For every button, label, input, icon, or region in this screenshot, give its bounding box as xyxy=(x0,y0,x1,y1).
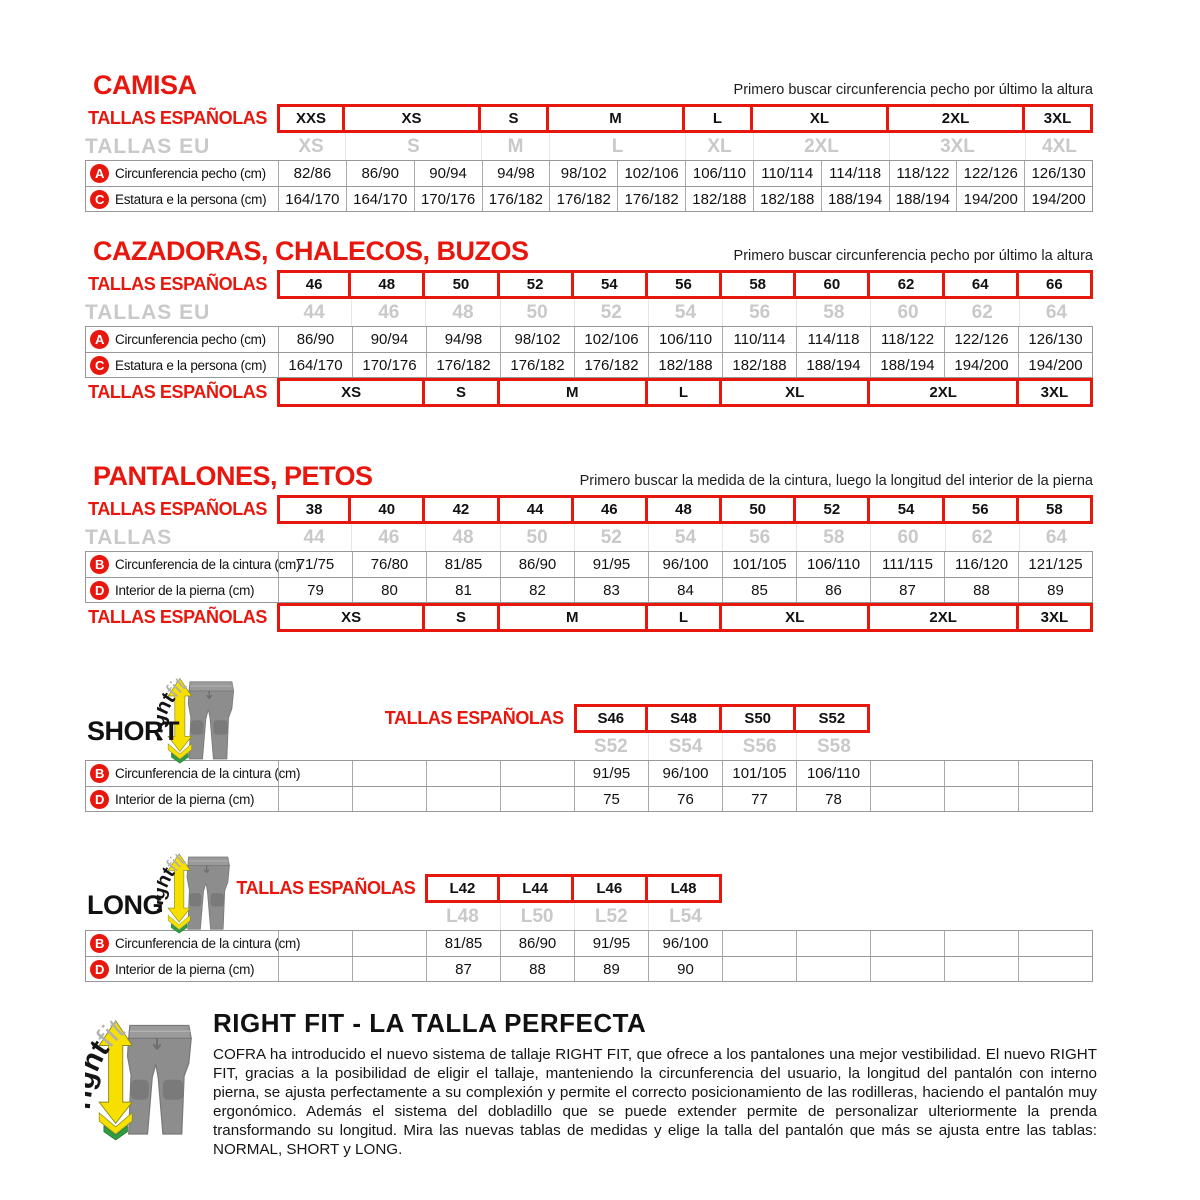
cazadoras-eu-row xyxy=(85,299,1093,326)
measure-cell: 188/194 xyxy=(870,353,944,377)
measure-cell xyxy=(278,931,352,956)
size-header-cell: L xyxy=(685,104,753,133)
measure-cell: 90 xyxy=(648,957,722,981)
size-header-cell: S48 xyxy=(648,704,722,733)
measure-cell: 71/75 xyxy=(278,552,352,577)
size-header-cell: 58 xyxy=(722,270,796,299)
eu-size-cell: 4XL xyxy=(1025,133,1093,160)
letter-d-badge: D xyxy=(90,790,109,809)
estatura-label: Estatura e la persona (cm) xyxy=(115,357,267,373)
measure-cell xyxy=(1018,787,1092,811)
eu-size-cell: 44 xyxy=(303,526,325,548)
letter-size-cell: 2XL xyxy=(870,603,1018,632)
rightfit-body: COFRA ha introducido el nuevo sistema de tallaje RIGHT FIT, que ofrece a los pantalones una mejor vestibilidad. El nuevo RIGHT FIT, gracias a la posibilidad de eligir el tallaje, manteniendo la circunferencia del usuario, la longitud del pantalón con interno pierna, se ajusta perfectamente a su complexión y permite el correcto posicionamiento de las rodilleras, haciendo el pantalón muy ergonómico. Además el sistema del dobladillo que se puede extender permite de personalizar ulteriormente la prenda transformando su longitud. Mira las nuevas tablas de medidas y elige la talla del pantalón que más se ajusta entre las tablas: NORMAL, SHORT y LONG. xyxy=(213,1046,1097,1158)
measure-label-d xyxy=(86,578,278,602)
letter-size-cell: 3XL xyxy=(1019,378,1093,407)
short-label: SHORT xyxy=(87,716,179,746)
measure-label-b xyxy=(86,761,301,786)
eu-size-cell: L54 xyxy=(648,903,722,930)
eu-size-cell: S56 xyxy=(722,733,796,760)
measure-cell xyxy=(352,931,426,956)
letter-size-cell: XS xyxy=(277,378,425,407)
measure-cell: 111/115 xyxy=(870,552,944,577)
eu-size-cell: 54 xyxy=(648,299,722,326)
measure-cell: 110/114 xyxy=(753,161,821,186)
size-header-cell: S50 xyxy=(722,704,796,733)
camisa-header xyxy=(85,70,1093,101)
letter-size-cell: S xyxy=(425,603,499,632)
measure-cell: 91/95 xyxy=(574,552,648,577)
eu-size-cell: 52 xyxy=(574,524,648,551)
eu-size-cell: 60 xyxy=(870,299,944,326)
measure-cell: 176/182 xyxy=(574,353,648,377)
size-header-cell: 48 xyxy=(648,495,722,524)
eu-size-cell: 62 xyxy=(945,299,1019,326)
measure-cell: 122/126 xyxy=(956,161,1024,186)
size-header-cell: 56 xyxy=(648,270,722,299)
measure-cell xyxy=(1018,761,1092,786)
letter-c-badge: C xyxy=(90,356,109,375)
measure-cell xyxy=(1018,957,1092,981)
pierna-label: Interior de la pierna (cm) xyxy=(115,582,255,598)
pantalones-data xyxy=(85,551,1093,603)
eu-size-cell: S xyxy=(345,133,481,160)
eu-size-cell: L48 xyxy=(446,905,479,927)
measure-cell: 81/85 xyxy=(426,552,500,577)
measure-cell: 116/120 xyxy=(944,552,1018,577)
measure-label-b xyxy=(86,931,301,956)
letter-size-cell: L xyxy=(648,603,722,632)
measure-cell: 188/194 xyxy=(889,187,957,211)
measure-cell: 122/126 xyxy=(944,327,1018,352)
measure-cell: 194/200 xyxy=(1018,353,1092,377)
eu-size-cell: L52 xyxy=(574,903,648,930)
measure-cell: 164/170 xyxy=(278,187,346,211)
measure-cell: 86/90 xyxy=(278,327,352,352)
cintura-label: Circunferencia de la cintura (cm) xyxy=(115,557,301,572)
measure-cell: 182/188 xyxy=(648,353,722,377)
eu-size-cell: S52 xyxy=(593,735,628,757)
long-cintura-row xyxy=(86,931,1092,956)
long-data xyxy=(85,930,1093,982)
eu-size-cell: 46 xyxy=(351,299,425,326)
measure-cell: 81 xyxy=(426,578,500,602)
size-header-cell: 46 xyxy=(574,495,648,524)
measure-cell: 182/188 xyxy=(722,353,796,377)
measure-cell xyxy=(278,957,352,981)
cazadoras-table xyxy=(85,270,1093,407)
measure-cell: 176/182 xyxy=(617,187,685,211)
measure-cell: 98/102 xyxy=(500,327,574,352)
measure-cell: 89 xyxy=(574,957,648,981)
size-header-cell: 52 xyxy=(500,270,574,299)
measure-cell: 96/100 xyxy=(648,761,722,786)
cazadoras-pecho-row xyxy=(86,327,1092,352)
cazadoras-estatura-row xyxy=(86,352,1092,377)
size-header-cell: S52 xyxy=(796,704,870,733)
eu-size-cell: 2XL xyxy=(753,133,889,160)
measure-cell: 91/95 xyxy=(574,931,648,956)
letter-size-cell: XL xyxy=(722,603,870,632)
measure-cell: 188/194 xyxy=(796,353,870,377)
measure-cell: 89 xyxy=(1018,578,1092,602)
size-header-cell: S46 xyxy=(574,704,648,733)
pantalones-header xyxy=(85,461,1093,492)
pierna-label: Interior de la pierna (cm) xyxy=(115,791,255,807)
long-section xyxy=(85,846,1093,982)
measure-cell xyxy=(426,787,500,811)
measure-cell: 121/125 xyxy=(1018,552,1092,577)
measure-cell xyxy=(352,957,426,981)
measure-cell xyxy=(1018,931,1092,956)
rightfit-title: RIGHT FIT - LA TALLA PERFECTA xyxy=(213,1008,647,1038)
measure-cell: 87 xyxy=(426,957,500,981)
rightfit-content xyxy=(213,1006,1097,1159)
eu-size-cell: 62 xyxy=(945,524,1019,551)
measure-cell: 90/94 xyxy=(352,327,426,352)
measure-cell: 194/200 xyxy=(1024,187,1092,211)
letter-size-cell: XL xyxy=(722,378,870,407)
measure-cell: 79 xyxy=(278,578,352,602)
tallas-label: TALLAS xyxy=(85,525,173,549)
measure-label-a xyxy=(86,161,278,186)
size-header-cell: 42 xyxy=(425,495,499,524)
rightfit-logo xyxy=(157,846,239,934)
letter-b-badge: B xyxy=(90,555,109,574)
measure-cell: 96/100 xyxy=(648,931,722,956)
letter-c-badge: C xyxy=(90,190,109,209)
eu-size-cell: 48 xyxy=(425,299,499,326)
measure-cell: 176/182 xyxy=(500,353,574,377)
eu-size-cell: 50 xyxy=(500,524,574,551)
size-header-cell: 58 xyxy=(1019,495,1093,524)
size-header-cell: L44 xyxy=(500,874,574,903)
measure-cell xyxy=(796,957,870,981)
rightfit-logo xyxy=(85,1006,203,1144)
measure-cell: 98/102 xyxy=(549,161,617,186)
measure-cell xyxy=(500,787,574,811)
eu-size-cell: L xyxy=(549,133,685,160)
letter-size-cell: XS xyxy=(277,603,425,632)
eu-size-cell xyxy=(722,903,1093,930)
measure-cell: 164/170 xyxy=(346,187,414,211)
measure-label-b xyxy=(86,552,301,577)
measure-cell: 75 xyxy=(574,787,648,811)
cazadoras-note: Primero buscar circunferencia pecho por último la altura xyxy=(733,248,1093,264)
measure-cell xyxy=(870,931,944,956)
tallas-espanolas-label: TALLAS ESPAÑOLAS xyxy=(384,708,564,728)
size-header-cell: 2XL xyxy=(889,104,1025,133)
eu-size-cell: 58 xyxy=(796,524,870,551)
measure-cell: 87 xyxy=(870,578,944,602)
tallas-espanolas-label: TALLAS ESPAÑOLAS xyxy=(88,382,267,402)
measure-cell: 102/106 xyxy=(617,161,685,186)
eu-size-cell: 56 xyxy=(722,299,796,326)
eu-size-cell: XL xyxy=(685,133,753,160)
measure-label-d xyxy=(86,787,278,811)
measure-cell xyxy=(944,957,1018,981)
measure-label-c xyxy=(86,353,278,377)
size-header-cell: 3XL xyxy=(1025,104,1093,133)
pecho-label: Circunferencia pecho (cm) xyxy=(115,166,266,181)
measure-cell xyxy=(500,761,574,786)
cintura-label: Circunferencia de la cintura (cm) xyxy=(115,936,301,951)
pantalones-eu-row xyxy=(85,524,1093,551)
measure-label-a xyxy=(86,327,278,352)
pantalones-es-row xyxy=(85,495,1093,524)
eu-size-cell: 3XL xyxy=(889,133,1025,160)
measure-cell: 106/110 xyxy=(685,161,753,186)
eu-size-cell: S58 xyxy=(796,733,870,760)
tallas-eu-label: TALLAS EU xyxy=(85,134,211,158)
measure-cell xyxy=(944,931,1018,956)
measure-cell xyxy=(722,957,796,981)
measure-cell: 170/176 xyxy=(352,353,426,377)
short-cintura-row xyxy=(86,761,1092,786)
size-header-cell: 44 xyxy=(500,495,574,524)
measure-cell: 118/122 xyxy=(870,327,944,352)
measure-cell: 86/90 xyxy=(500,552,574,577)
eu-size-cell: 64 xyxy=(1019,299,1093,326)
camisa-title: CAMISA xyxy=(93,70,197,100)
pecho-label: Circunferencia pecho (cm) xyxy=(115,332,266,347)
camisa-es-row xyxy=(85,104,1093,133)
letter-size-cell: M xyxy=(500,603,648,632)
eu-size-cell: 44 xyxy=(303,301,325,323)
long-label: LONG xyxy=(87,890,163,920)
pierna-label: Interior de la pierna (cm) xyxy=(115,961,255,977)
pantalones-pierna-row xyxy=(86,577,1092,602)
measure-cell: 118/122 xyxy=(889,161,957,186)
measure-cell: 114/118 xyxy=(796,327,870,352)
cintura-label: Circunferencia de la cintura (cm) xyxy=(115,766,301,781)
measure-cell: 176/182 xyxy=(426,353,500,377)
eu-size-cell: 50 xyxy=(500,299,574,326)
tallas-eu-label: TALLAS EU xyxy=(85,300,211,324)
measure-cell: 101/105 xyxy=(722,761,796,786)
measure-cell xyxy=(722,931,796,956)
measure-cell: 85 xyxy=(722,578,796,602)
measure-cell xyxy=(944,761,1018,786)
measure-cell: 84 xyxy=(648,578,722,602)
measure-cell xyxy=(870,761,944,786)
eu-size-cell: 60 xyxy=(870,524,944,551)
measure-cell: 182/188 xyxy=(685,187,753,211)
size-header-cell: XXS xyxy=(277,104,345,133)
size-header-cell: M xyxy=(549,104,685,133)
measure-cell: 88 xyxy=(500,957,574,981)
camisa-estatura-row xyxy=(86,186,1092,211)
eu-size-cell: 48 xyxy=(425,524,499,551)
size-header-cell xyxy=(870,704,1093,733)
measure-cell: 88 xyxy=(944,578,1018,602)
size-header-cell: 50 xyxy=(425,270,499,299)
cazadoras-title: CAZADORAS, CHALECOS, BUZOS xyxy=(93,236,529,266)
letter-d-badge: D xyxy=(90,581,109,600)
pantalones-title: PANTALONES, PETOS xyxy=(93,461,373,491)
measure-cell: 83 xyxy=(574,578,648,602)
size-header-cell: 64 xyxy=(945,270,1019,299)
cazadoras-es-row xyxy=(85,270,1093,299)
short-section xyxy=(85,668,1093,812)
measure-cell: 182/188 xyxy=(753,187,821,211)
measure-cell xyxy=(278,787,352,811)
measure-cell: 94/98 xyxy=(426,327,500,352)
pantalones-letter-sizes-row xyxy=(85,603,1093,632)
size-header-cell: 54 xyxy=(870,495,944,524)
size-header-cell: 66 xyxy=(1019,270,1093,299)
measure-cell: 176/182 xyxy=(549,187,617,211)
measure-cell: 82 xyxy=(500,578,574,602)
size-header-cell: XL xyxy=(753,104,889,133)
eu-size-cell: 46 xyxy=(351,524,425,551)
size-header-cell: XS xyxy=(345,104,481,133)
size-header-cell xyxy=(722,874,1093,903)
size-header-cell: L46 xyxy=(574,874,648,903)
size-header-cell: 62 xyxy=(870,270,944,299)
measure-cell: 176/182 xyxy=(482,187,550,211)
size-header-cell: 48 xyxy=(351,270,425,299)
letter-a-badge: A xyxy=(90,164,109,183)
measure-cell: 76 xyxy=(648,787,722,811)
camisa-table xyxy=(85,104,1093,212)
measure-cell xyxy=(278,761,352,786)
cazadoras-letter-sizes-row xyxy=(85,378,1093,407)
size-header-cell: L48 xyxy=(648,874,722,903)
measure-cell xyxy=(426,761,500,786)
letter-size-cell: M xyxy=(500,378,648,407)
letter-b-badge: B xyxy=(90,934,109,953)
letter-size-cell: L xyxy=(648,378,722,407)
camisa-note: Primero buscar circunferencia pecho por último la altura xyxy=(733,82,1093,98)
measure-cell: 90/94 xyxy=(414,161,482,186)
eu-size-cell xyxy=(870,733,1093,760)
measure-cell: 106/110 xyxy=(796,761,870,786)
measure-cell: 114/118 xyxy=(821,161,889,186)
measure-cell: 194/200 xyxy=(956,187,1024,211)
measure-cell: 194/200 xyxy=(944,353,1018,377)
measure-cell xyxy=(352,787,426,811)
measure-cell: 106/110 xyxy=(648,327,722,352)
cazadoras-data xyxy=(85,326,1093,378)
eu-size-cell: 58 xyxy=(796,299,870,326)
camisa-data xyxy=(85,160,1093,212)
camisa-pecho-row xyxy=(86,161,1092,186)
measure-cell: 86 xyxy=(796,578,870,602)
measure-cell: 82/86 xyxy=(278,161,346,186)
size-header-cell: 54 xyxy=(574,270,648,299)
eu-size-cell: S54 xyxy=(648,733,722,760)
tallas-espanolas-label: TALLAS ESPAÑOLAS xyxy=(88,108,267,128)
eu-size-cell: 56 xyxy=(722,524,796,551)
pantalones-note: Primero buscar la medida de la cintura, luego la longitud del interior de la pierna xyxy=(579,473,1093,489)
eu-size-cell: 52 xyxy=(574,299,648,326)
letter-d-badge: D xyxy=(90,960,109,979)
measure-cell: 101/105 xyxy=(722,552,796,577)
size-header-cell: 50 xyxy=(722,495,796,524)
short-data xyxy=(85,760,1093,812)
measure-cell: 126/130 xyxy=(1018,327,1092,352)
measure-cell: 126/130 xyxy=(1024,161,1092,186)
camisa-eu-row xyxy=(85,133,1093,160)
measure-cell: 81/85 xyxy=(426,931,500,956)
measure-cell xyxy=(352,761,426,786)
letter-size-cell: 3XL xyxy=(1019,603,1093,632)
measure-cell: 76/80 xyxy=(352,552,426,577)
eu-size-cell: L50 xyxy=(500,903,574,930)
pantalones-cintura-row xyxy=(86,552,1092,577)
tallas-espanolas-label: TALLAS ESPAÑOLAS xyxy=(88,499,267,519)
measure-cell: 80 xyxy=(352,578,426,602)
size-header-cell: 40 xyxy=(351,495,425,524)
measure-cell: 86/90 xyxy=(500,931,574,956)
size-header-cell: S xyxy=(481,104,549,133)
size-header-cell: 38 xyxy=(277,495,351,524)
letter-b-badge: B xyxy=(90,764,109,783)
measure-cell: 77 xyxy=(722,787,796,811)
letter-size-cell: 2XL xyxy=(870,378,1018,407)
measure-cell xyxy=(870,957,944,981)
tallas-espanolas-label: TALLAS ESPAÑOLAS xyxy=(236,878,416,898)
size-header-cell: 52 xyxy=(796,495,870,524)
measure-cell: 164/170 xyxy=(278,353,352,377)
measure-cell: 78 xyxy=(796,787,870,811)
eu-size-cell: 54 xyxy=(648,524,722,551)
cazadoras-header xyxy=(85,236,1093,267)
tallas-espanolas-label: TALLAS ESPAÑOLAS xyxy=(88,274,267,294)
measure-cell: 110/114 xyxy=(722,327,796,352)
measure-cell: 96/100 xyxy=(648,552,722,577)
measure-cell xyxy=(796,931,870,956)
eu-size-cell: M xyxy=(481,133,549,160)
eu-size-cell: 64 xyxy=(1019,524,1093,551)
measure-cell: 188/194 xyxy=(821,187,889,211)
measure-cell xyxy=(944,787,1018,811)
estatura-label: Estatura e la persona (cm) xyxy=(115,191,267,207)
letter-size-cell: S xyxy=(425,378,499,407)
measure-label-c xyxy=(86,187,278,211)
measure-cell: 94/98 xyxy=(482,161,550,186)
size-header-cell: L42 xyxy=(425,874,499,903)
measure-cell: 91/95 xyxy=(574,761,648,786)
measure-label-d xyxy=(86,957,278,981)
size-header-cell: 56 xyxy=(945,495,1019,524)
size-header-cell: 46 xyxy=(277,270,351,299)
measure-cell: 102/106 xyxy=(574,327,648,352)
letter-a-badge: A xyxy=(90,330,109,349)
measure-cell: 86/90 xyxy=(346,161,414,186)
tallas-espanolas-label: TALLAS ESPAÑOLAS xyxy=(88,607,267,627)
long-pierna-row xyxy=(86,956,1092,981)
measure-cell: 106/110 xyxy=(796,552,870,577)
size-header-cell: 60 xyxy=(796,270,870,299)
eu-size-cell: XS xyxy=(298,135,324,157)
short-pierna-row xyxy=(86,786,1092,811)
rightfit-section xyxy=(85,1006,1095,1159)
measure-cell: 170/176 xyxy=(414,187,482,211)
pantalones-table xyxy=(85,495,1093,632)
measure-cell xyxy=(870,787,944,811)
